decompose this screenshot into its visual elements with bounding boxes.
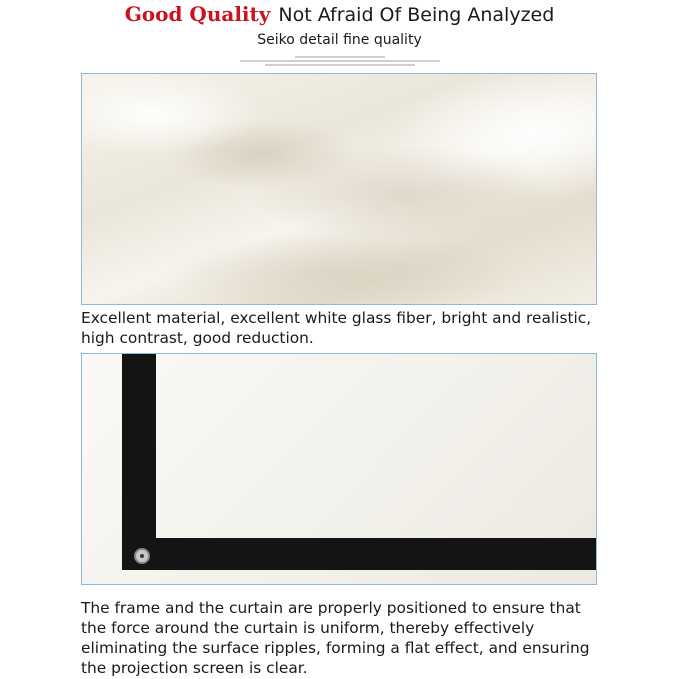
white-fabric-photo — [81, 73, 597, 305]
subtitle: Seiko detail fine quality — [257, 32, 422, 48]
description-line: the projection screen is clear. — [81, 659, 308, 677]
description-line: eliminating the surface ripples, forming a flat effect, and ensuring — [81, 639, 590, 657]
screen-frame-photo — [81, 353, 597, 585]
fine-print-decoration — [240, 56, 440, 66]
page-title — [0, 0, 679, 28]
description-line: the force around the curtain is uniform, thereby effectively — [81, 619, 535, 637]
black-frame-border-bottom — [122, 538, 596, 570]
material-description — [81, 308, 591, 348]
title-rest: Not Afraid Of Being Analyzed — [278, 4, 555, 26]
description-line: The frame and the curtain are properly positioned to ensure that — [81, 599, 581, 617]
description-line: Excellent material, excellent white glass fiber, bright and realistic, — [81, 309, 592, 327]
frame-description — [81, 598, 601, 678]
description-line: high contrast, good reduction. — [81, 329, 314, 347]
grommet-icon — [134, 548, 150, 564]
title-accent: Good Quality — [124, 2, 271, 26]
